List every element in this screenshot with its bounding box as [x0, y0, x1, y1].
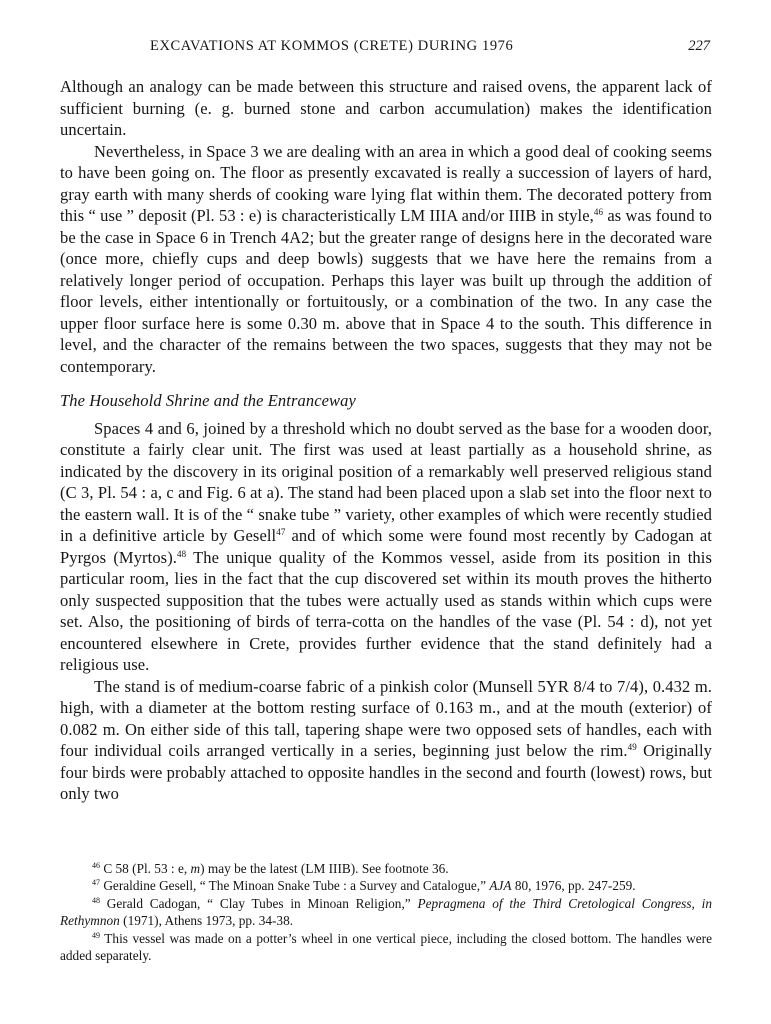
paragraph-4 [60, 676, 712, 805]
paragraph-3-text-c: The unique quality of the Kommos vessel, aside from its position in this particular room, lies in the fact that the cup discovered set within its mouth proves the hitherto only suspected supposition that the tubes were actually used as stands within which cups were set. Also, the positioning of birds of terra-cotta on the handles of the vase (Pl. 54 : d), not yet encountered elsewhere in Crete, provides further evidence that the stand definitely had a religious use. [60, 547, 712, 674]
paragraph-3-text-a: Spaces 4 and 6, joined by a threshold which no doubt served as the base for a wooden door, constitute a fairly clear unit. The first was used at least partially as a household shrine, as indicated by the discovery in its original position of a remarkably well preserved religious stand (C 3, Pl. 54 : a, c and Fig. 6 at a). The stand had been placed upon a slab set into the floor next to the eastern wall. It is of the “ snake tube ” variety, other examples of which were recently studied in a definitive article by Gesell [60, 418, 712, 545]
body-text [60, 76, 712, 805]
footnote-ref-47: 47 [276, 527, 286, 537]
paragraph-2-text-a: Nevertheless, in Space 3 we are dealing with an area in which a good deal of cooking seems to have been going on. The floor as presently excavated is really a succession of layers of hard, gray earth with many sherds of cooking ware lying flat within them. The decorated pottery from this “ use ” deposit (Pl. 53 : e) is characteristically LM IIIA and/or IIIB in style, [60, 141, 712, 225]
footnote-48-title: Pepragmena of the Third Cretological Congress, in Rethymnon [60, 895, 712, 929]
footnote-47-text-b: 80, 1976, pp. 247-259. [511, 878, 636, 894]
paragraph-4-text-b: Originally four birds were probably attached to opposite handles in the second and fourth (lowest) rows, but only two [60, 741, 712, 803]
paragraph-2 [60, 141, 712, 378]
paragraph-3-text-b: and of which some were found most recently by Cadogan at Pyrgos (Myrtos). [60, 526, 712, 567]
section-heading: The Household Shrine and the Entranceway [60, 391, 356, 410]
footnote-47-text-a: Geraldine Gesell, “ The Minoan Snake Tube : a Survey and Catalogue,” [100, 878, 490, 894]
footnote-48-text-b: (1971), Athens 1973, pp. 34-38. [119, 913, 294, 929]
page-header [60, 38, 710, 60]
footnote-48-text-a: Gerald Cadogan, “ Clay Tubes in Minoan Religion,” [100, 895, 418, 911]
paragraph-2-text-b: as was found to be the case in Space 6 in Trench 4A2; but the greater range of designs here in the decorated ware (once more, chiefly cups and deep bowls) suggests that we have here the remains from a relatively longer period of occupation. Perhaps this layer was built up through the addition of floor levels, either intentionally or fortuitously, or a combination of the two. In any case the upper floor surface here is some 0.30 m. above that in Space 4 to the south. This difference in level, and the character of the remains between the two spaces, suggests that they may not be contemporary. [60, 206, 712, 376]
footnote-47-journal: AJA [489, 878, 512, 894]
footnote-46-text-b: ) may be the latest (LM IIIB). See footnote 36. [200, 861, 449, 876]
footnote-46-number: 46 [92, 861, 100, 870]
footnote-ref-49: 49 [627, 742, 637, 752]
paragraph-4-text-a: The stand is of medium-coarse fabric of a pinkish color (Munsell 5YR 8/4 to 7/4), 0.432 m. high, with a diameter at the bottom resting surface of 0.163 m., and at the mouth (exterior) of 0.082 m. On either side of this tall, tapering shape were two opposed sets of handles, each with four individual coils arranged vertically in a series, beginning just below the rim. [60, 676, 712, 760]
footnote-46 [60, 860, 712, 877]
paragraph-3 [60, 418, 712, 676]
footnote-47 [60, 877, 712, 894]
footnote-49-number: 49 [92, 930, 100, 940]
footnote-47-number: 47 [92, 878, 100, 888]
footnote-48-number: 48 [92, 895, 100, 905]
footnote-46-text-a: C 58 (Pl. 53 : e, [100, 861, 191, 876]
footnote-48 [60, 895, 712, 930]
page-number: 227 [688, 38, 710, 54]
footnote-ref-46: 46 [593, 207, 604, 217]
footnote-49 [60, 930, 712, 965]
footnote-ref-48: 48 [177, 548, 187, 559]
footnotes [60, 860, 712, 964]
footnote-46-italic: m [190, 861, 201, 876]
running-title: EXCAVATIONS AT KOMMOS (CRETE) DURING 1976 [150, 38, 514, 54]
paragraph-1 [60, 76, 712, 141]
footnote-49-text: This vessel was made on a potter’s wheel in one vertical piece, including the closed bottom. The handles were added separately. [60, 930, 712, 964]
paragraph-1-text: Although an analogy can be made between this structure and raised ovens, the apparent lack of sufficient burning (e. g. burned stone and carbon accumulation) makes the identification uncertain. [60, 77, 712, 139]
